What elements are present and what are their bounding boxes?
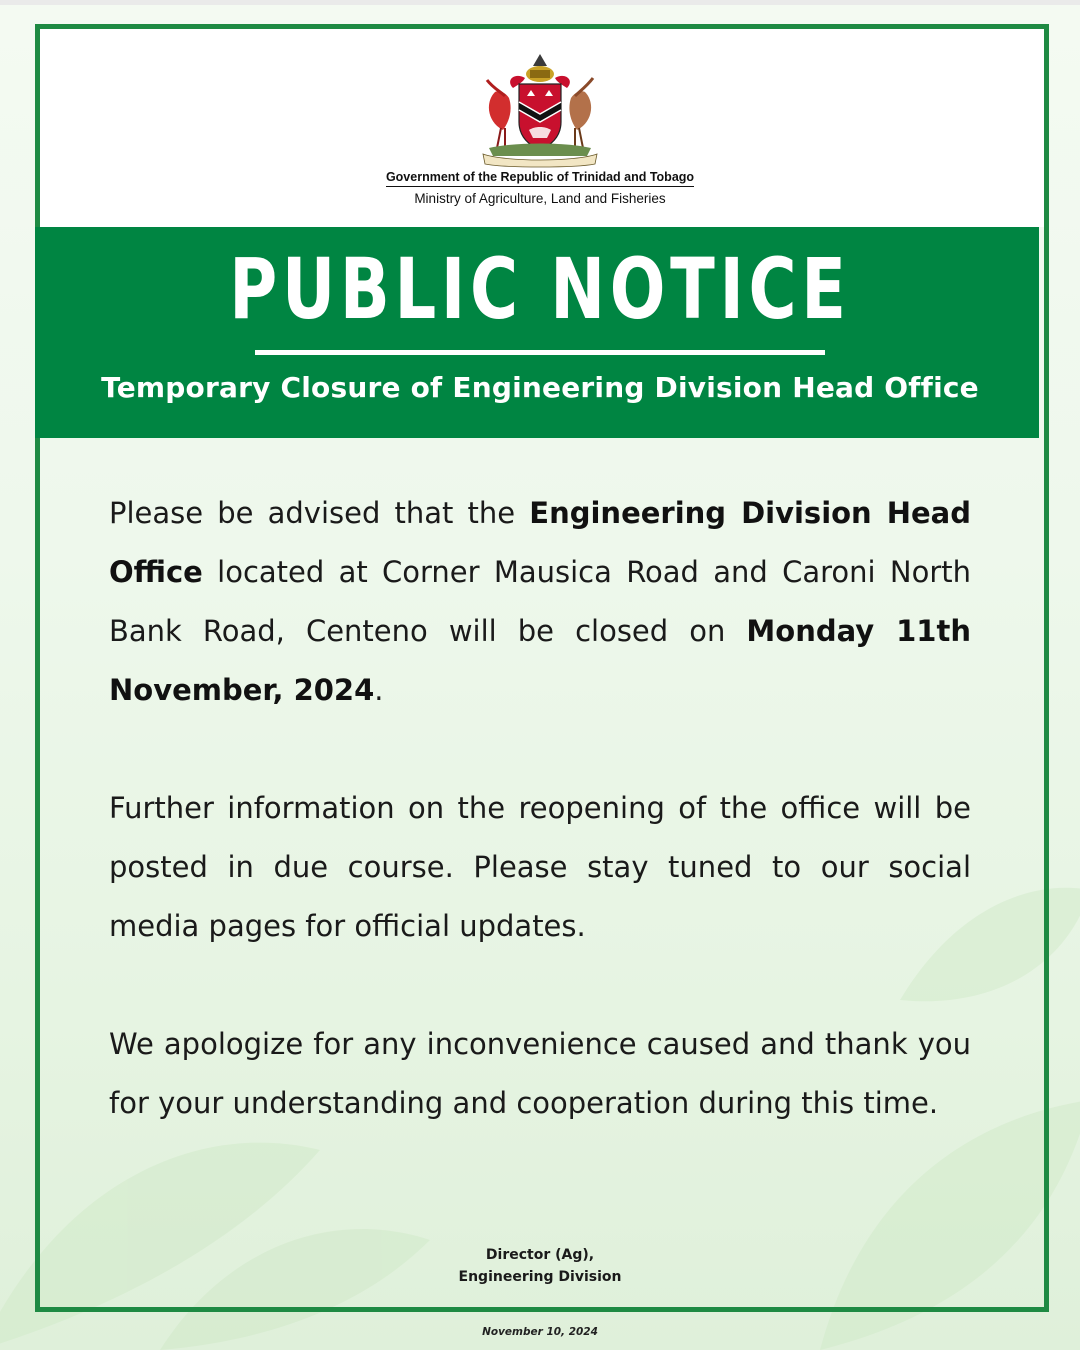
- paragraph-reopening: Further information on the reopening of the office will be posted in due course. Please stay tuned to our social media pages for official updates.: [109, 791, 971, 943]
- notice-date: November 10, 2024: [482, 1326, 598, 1338]
- p1-text-2: located at Corner Mausica Road and Caroni North Bank Road, Centeno will be closed on: [109, 555, 971, 648]
- government-name: [0, 170, 1080, 184]
- government-name-text: Government of the Republic of Trinidad and Tobago: [386, 170, 694, 187]
- ministry-name: Ministry of Agriculture, Land and Fisheries: [414, 191, 666, 206]
- notice-subtitle: Temporary Closure of Engineering Division Head Office: [101, 371, 979, 404]
- signature-title: Director (Ag),: [485, 1247, 595, 1263]
- p1-text-3: .: [374, 673, 384, 707]
- paragraph-closure: [109, 484, 971, 720]
- p1-text-1: Please be advised that the: [109, 496, 530, 530]
- signature-division: Engineering Division: [458, 1269, 622, 1285]
- paragraph-apology: We apologize for any inconvenience caused and thank you for your understanding and cooperation during this time.: [109, 1027, 971, 1120]
- p1-closure-date: Monday 11th November, 2024: [109, 614, 971, 707]
- coat-of-arms-icon: [475, 52, 605, 168]
- signature-block: [0, 1244, 1080, 1288]
- title-underline: [255, 350, 825, 355]
- p1-office-name: Engineering Division Head Office: [109, 496, 971, 589]
- notice-title: PUBLIC NOTICE: [229, 240, 851, 338]
